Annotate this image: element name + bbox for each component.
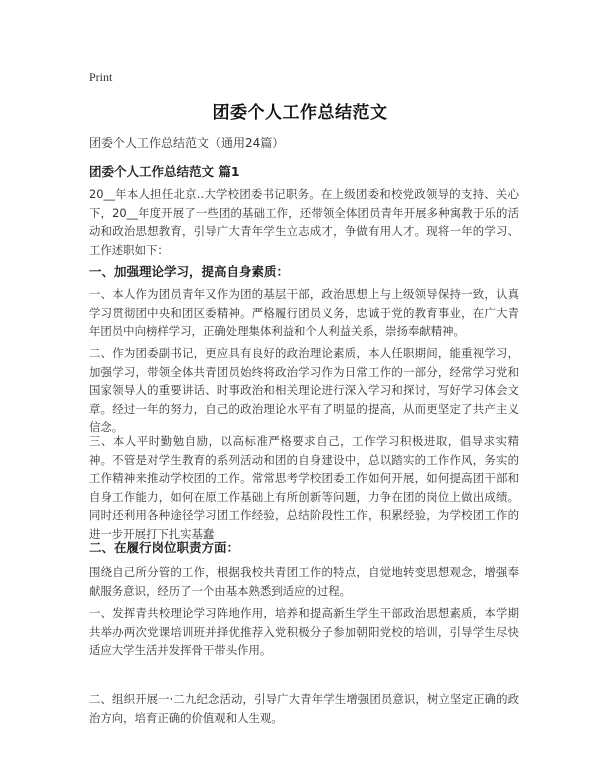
paragraph-duties-1: 一、发挥青共校理论学习阵地作用，培养和提高新生学生干部政治思想素质，本学期共举办两次党课培训班并择优推荐入党积极分子参加朝阳党校的培训，引导学生尽快适应大学生活并发挥骨干带头作用。 xyxy=(89,606,519,657)
document-title: 团委个人工作总结范文 xyxy=(212,103,388,123)
paragraph-duties-intro: 围绕自己所分管的工作，根据我校共青团工作的特点，自觉地转变思想观念，增强奉献服务意识，经历了一个由基本熟悉到适应的过程。 xyxy=(89,565,519,598)
paragraph-theory-3: 三、本人平时勤勉自励，以高标准严格要求自己，工作学习积极进取，倡导求实精神。不管是对学生教育的系列活动和团的自身建设中，总以踏实的工作作风，务实的工作精神来推动学校团的工作。常常思考学校团委工作如何开展，如何提高团干部和自身工作能力，如何在原工作基础上有所创新等问题，力争在团的岗位上做出成绩。同时还利用各种途径学习团工作经验，总结阶段性工作，积累经验，为学校团工作的进一步开展打下扎实基蠢 xyxy=(89,434,519,541)
section-heading-theory: 一、加强理论学习，提高自身素质： xyxy=(89,264,290,279)
paragraph-intro: 20__年本人担任北京..大学校团委书记职务。在上级团委和校党政领导的支持、关心下，20__年度开展了一些团的基础工作，还带领全体团员青年开展多种寓教于乐的活动和政治思想教育，引导广大青年学生立志成才，争做有用人才。现将一年的学习、工作述职如下： xyxy=(89,187,519,257)
paragraph-duties-2: 二、组织开展一·二九纪念活动，引导广大青年学生增强团员意识，树立坚定正确的政治方向，培育正确的价值观和人生观。 xyxy=(89,692,519,725)
document-subtitle: 团委个人工作总结范文（通用24篇） xyxy=(89,136,285,150)
section-heading-duties: 二、在履行岗位职责方面： xyxy=(89,540,240,555)
paragraph-theory-1: 一、本人作为团员青年又作为团的基层干部，政治思想上与上级领导保持一致，认真学习贯彻团中央和团区委精神。严格履行团员义务，忠诚于党的教育事业，在广大青年团员中向榜样学习，正确处理集体利益和个人利益关系，崇扬奉献精神。 xyxy=(89,287,519,338)
paragraph-theory-2: 二、作为团委副书记，更应具有良好的政治理论素质，本人任职期间，能重视学习，加强学习，带领全体共青团员始终将政治学习作为日常工作的一部分，经常学习党和国家领导人的重要讲话、时事政治和相关理论进行深入学习和探讨，写好学习体会文章。经过一年的努力，自己的政治理论水平有了明显的提高，从而更坚定了共产主义信念。 xyxy=(89,346,519,434)
article-heading: 团委个人工作总结范文 篇1 xyxy=(89,164,240,179)
print-label: Print xyxy=(89,70,113,84)
